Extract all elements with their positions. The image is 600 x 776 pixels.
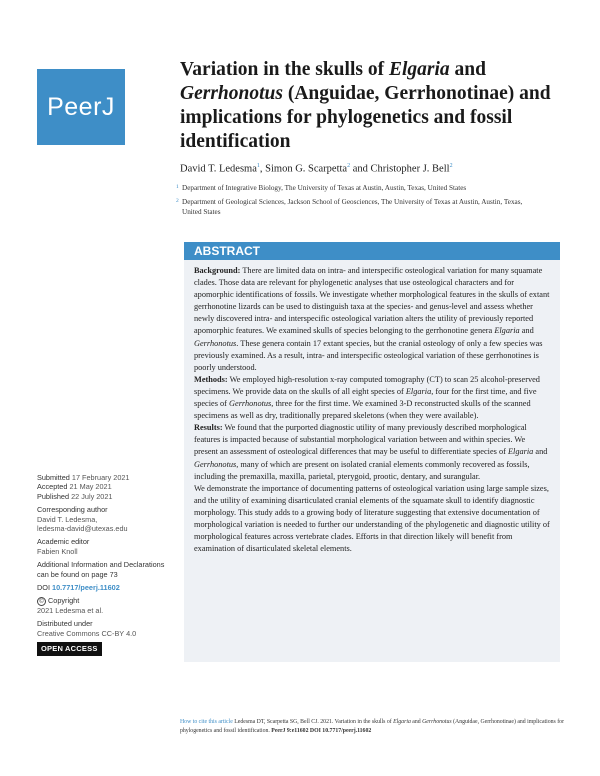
article-title: Variation in the skulls of Elgaria and Gerrhonotus (Anguidae, Gerrhonotinae) and implications for phylogenetics and fossil identification	[180, 59, 551, 152]
distributed-label: Distributed under	[37, 619, 93, 629]
abstract-heading: ABSTRACT	[184, 242, 560, 260]
abstract-methods: Methods: We employed high-resolution x-ray computed tomography (CT) to scan 25 alcohol-preserved specimens. We provide data on the skulls of all eight species of Elgaria, four for the first time, and five species of Gerrhonotus, three for the first time. We examined 3-D reconstructed skulls of the scanned specimens as well as dry, traditionally prepared skeletons (when they were available).	[194, 374, 540, 421]
submitted-date: Submitted 17 February 2021	[37, 473, 130, 482]
doi-link[interactable]: 10.7717/peerj.11602	[52, 583, 120, 593]
corresponding-author-email[interactable]: ledesma-david@utexas.edu	[37, 524, 128, 534]
additional-info: Additional Information and Declarations can be found on page 73	[37, 560, 165, 579]
affiliation: 1 Department of Integrative Biology, The University of Texas at Austin, Austin, Texas, United States	[176, 184, 467, 192]
citation: How to cite this article Ledesma DT, Scarpetta SG, Bell CJ. 2021. Variation in the skulls of Elgaria and Gerrhonotus (Anguidae, Gerrhonotinae) and implications for phylogenetics and fossil identification. PeerJ 9:e11602 DOI 10.7717/peerj.11602	[180, 719, 565, 734]
affiliation: 2 Department of Geological Sciences, Jackson School of Geosciences, The University of Texas at Austin, Austin, Texas, United States	[176, 198, 523, 216]
open-access-badge: OPEN ACCESS	[37, 642, 102, 655]
doi: DOI 10.7717/peerj.11602	[37, 583, 120, 593]
copyright: © Copyright	[37, 596, 177, 606]
author-list: David T. Ledesma$^1$, Simon G. Scarpetta$^2$ and Christopher J. Bell$^2$	[180, 163, 453, 175]
corresponding-author-label: Corresponding author	[37, 505, 108, 515]
copyright-icon: ©	[37, 597, 46, 606]
academic-editor-label: Academic editor	[37, 537, 90, 547]
affiliations	[176, 183, 536, 221]
author-name: Simon G. Scarpetta	[265, 163, 348, 175]
academic-editor-name: Fabien Knoll	[37, 546, 78, 556]
copyright-holder: 2021 Ledesma et al.	[37, 606, 104, 616]
abstract-results: Results: We found that the purported diagnostic utility of many previously described morphological features is impacted because of substantial morphological variation between and within species. We present an assessment of osteological differences that may be useful to differentiate species of Elgaria and Gerrhonotus, many of which are present on isolated cranial elements commonly recovered as fossils, including the premaxilla, maxilla, parietal, pterygoid, prootic, dentary, and surangular.	[194, 423, 548, 481]
author-name: Christopher J. Bell	[370, 163, 450, 175]
abstract-results-cont: We demonstrate the importance of documenting patterns of osteological variation using large sample sizes, and the utility of examining disarticulated cranial elements of the squamate skull to identify diagnostic morphology. This study adds to a growing body of literature suggesting that extensive documentation of morphological variation is needed to further our understanding of the phylogenetic and diagnostic utility of morphological features across vertebrate clades. Efforts in that direction likely will benefit from examination of disarticulated skeletal elements.	[194, 483, 550, 554]
accepted-date: Accepted 21 May 2021	[37, 482, 112, 492]
abstract-background: Background: There are limited data on intra- and interspecific osteological variation for many squamate clades. Those data are relevant for phylogenetic analyses that use osteological characters and for apomorphic identifications of fossils. We investigate whether morphological features in the skulls of extant gerrhonotine lizards can be used to distinguish taxa at the species- and genus-level and assess whether newly discovered intra- and interspecific osteological variation alters the utility of previously reported apomorphic features. We examined skulls of species belonging to the gerrhonotine genera Elgaria and Gerrhonotus. These genera contain 17 extant species, but the cranial osteology of only a few species was previously examined. As a result, intra- and interspecific osteological variation of these gerrhonotines is poorly understood.	[194, 266, 550, 372]
corresponding-author-name: David T. Ledesma,	[37, 514, 98, 524]
abstract-body	[184, 260, 560, 662]
author-name: David T. Ledesma	[180, 163, 257, 175]
published-date: Published 22 July 2021	[37, 491, 113, 501]
peerj-logo: PeerJ	[37, 69, 125, 145]
license[interactable]: Creative Commons CC-BY 4.0	[37, 628, 137, 638]
article-sidebar	[37, 473, 177, 656]
